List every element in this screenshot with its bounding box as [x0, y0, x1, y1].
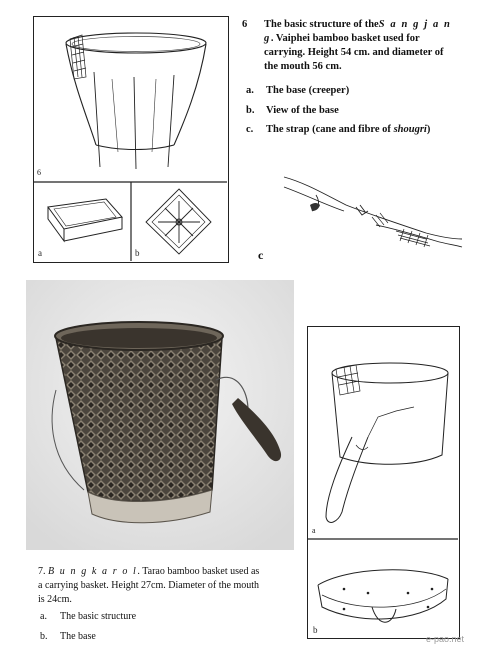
figure6-item-c [246, 123, 253, 137]
watermark: e-pao.net [426, 634, 465, 644]
figure6-drawing-panel [33, 16, 229, 263]
figure6-number: 6 [242, 19, 248, 30]
figure6-item-a-text: The base (creeper) [266, 85, 350, 96]
figure6-item-a [246, 84, 254, 98]
figure6-main-label: 6 [37, 168, 41, 177]
figure7-basket-name: B u n g k a r o l [48, 566, 138, 577]
figure6-panel-a-label: a [38, 248, 42, 258]
figure6-caption [264, 18, 454, 74]
figure6-item-b-text: View of the base [266, 105, 339, 116]
figure6-item-c-close: ) [426, 124, 431, 135]
figure6-item-c-italic: shougri [393, 124, 427, 135]
figure6-item-b-letter: b. [246, 105, 255, 116]
figure7-item-b-letter: b. [40, 631, 48, 642]
figure7-panel-a-label: a [312, 526, 316, 535]
figure6-panel-c-label: c [258, 248, 264, 262]
strap-drawing [276, 165, 466, 265]
bungkarol-photograph [26, 280, 294, 550]
sangjang-basket-drawing [34, 17, 227, 261]
figure7-caption-text: . Tarao bamboo basket used as a carrying basket. Height 27cm. Diameter of the mouth is 24cm. [38, 566, 260, 605]
figure7-item-a-letter: a. [40, 611, 47, 622]
figure6-caption-post: . Vaiphei bamboo basket used for carrying. Height 54 cm. and diameter of the mouth 56 cm. [264, 33, 444, 72]
figure6-item-b [246, 104, 254, 118]
figure7-drawing-panel [307, 326, 460, 639]
figure7-item-a-text: The basic structure [60, 611, 137, 622]
figure6-item-a-letter: a. [246, 85, 254, 96]
figure6-caption-pre: The basic structure of the [264, 19, 379, 30]
figure6-panel-b-label: b [135, 248, 140, 258]
figure7-caption [38, 565, 263, 607]
figure6-item-c-text: The strap (cane and fibre of [266, 124, 394, 135]
figure7-number: 7. [38, 566, 46, 577]
figure6-basket-name: S a n g j a n g [264, 19, 452, 44]
figure7-panel-b-label: b [313, 625, 318, 635]
figure7-item-b-text: The base [60, 631, 96, 642]
figure6-item-c-letter: c. [246, 124, 254, 135]
